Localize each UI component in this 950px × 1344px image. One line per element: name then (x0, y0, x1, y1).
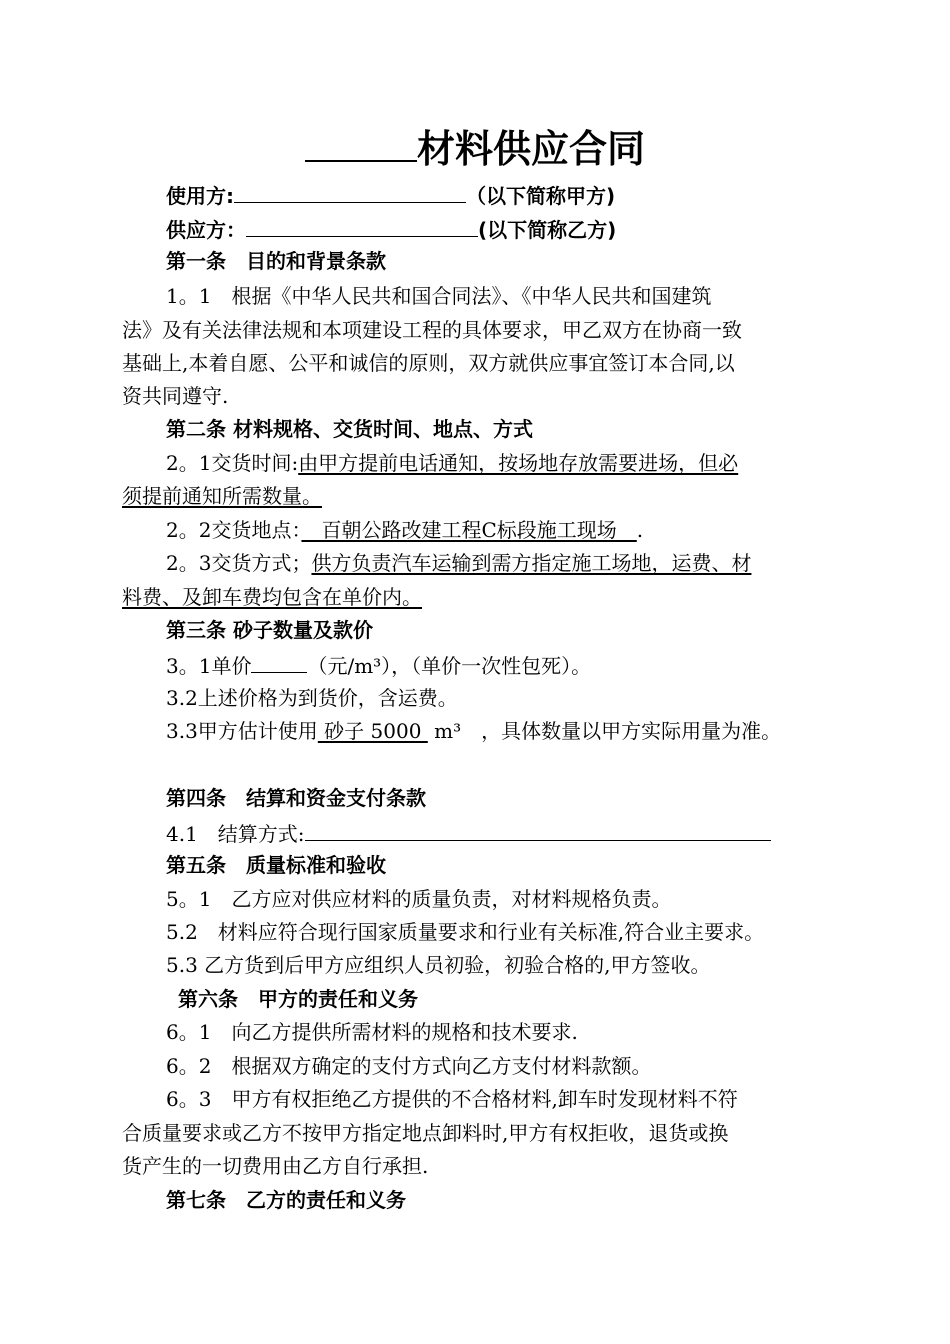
delivery-method-line (166, 551, 751, 575)
party-a-blank (234, 182, 466, 203)
contract-title (0, 120, 950, 173)
article-6-heading: 第六条 甲方的责任和义务 (178, 987, 418, 1011)
quantity-value: 砂子 5000 (317, 719, 428, 743)
delivery-time-line (166, 451, 738, 475)
unit-price-blank (251, 652, 307, 673)
party-a-label: 使用方: (166, 184, 234, 208)
party-b-note: (以下简称乙方) (478, 218, 617, 242)
delivery-place-end: . (636, 518, 644, 542)
article-6-item: 货产生的一切费用由乙方自行承担. (122, 1154, 429, 1178)
quantity-note: m³ ，具体数量以甲方实际用量为准。 (427, 719, 782, 743)
article-1-line: 基础上,本着自愿、公平和诚信的原则，双方就供应事宜签订本合同,以 (122, 351, 735, 375)
delivery-place-label: 2。2交货地点： (166, 518, 302, 542)
unit-price-label: 3。1单价 (166, 654, 252, 678)
delivery-method-value-cont: 料费、及卸车费均包含在单价内。 (122, 585, 422, 609)
article-5-item: 5。1 乙方应对供应材料的质量负责，对材料规格负责。 (166, 887, 672, 911)
delivery-method-value: 供方负责汽车运输到需方指定施工场地，运费、材 (311, 551, 752, 575)
delivery-method-label: 2。3交货方式； (166, 551, 312, 575)
article-6-item: 6。3 甲方有权拒绝乙方提供的不合格材料,卸车时发现材料不符 (166, 1087, 738, 1111)
delivery-time-value-cont: 须提前通知所需数量。 (122, 484, 322, 508)
unit-price-note: （元/m³），（单价一次性包死）。 (307, 654, 592, 678)
article-6-item: 合质量要求或乙方不按甲方指定地点卸料时,甲方有权拒收，退货或换 (122, 1121, 729, 1145)
party-b-label: 供应方： (166, 218, 246, 242)
price-terms-line: 3.2上述价格为到货价，含运费。 (166, 686, 458, 710)
settlement-blank (305, 820, 771, 841)
delivery-method-cont (122, 585, 422, 609)
unit-price-line (166, 652, 591, 678)
party-b-blank (246, 216, 478, 237)
party-b-line (166, 216, 616, 242)
party-a-line (166, 182, 615, 208)
article-1-heading: 第一条 目的和背景条款 (166, 249, 386, 273)
article-4-heading: 第四条 结算和资金支付条款 (166, 786, 426, 810)
article-5-item: 5.2 材料应符合现行国家质量要求和行业有关标准,符合业主要求。 (166, 920, 765, 944)
title-blank (305, 120, 417, 162)
delivery-place-line (166, 518, 643, 542)
article-3-heading: 第三条 砂子数量及款价 (166, 618, 373, 642)
article-1-line: 资共同遵守. (122, 384, 229, 408)
delivery-time-label: 2。1交货时间: (166, 451, 299, 475)
article-7-heading: 第七条 乙方的责任和义务 (166, 1188, 406, 1212)
delivery-place-value: 百朝公路改建工程C标段施工现场 (301, 518, 637, 542)
article-1-line: 法》及有关法律法规和本项建设工程的具体要求，甲乙双方在协商一致 (122, 318, 742, 342)
quantity-label: 3.3甲方估计使用 (166, 719, 318, 743)
title-text: 材料供应合同 (416, 127, 645, 171)
party-a-note: （以下简称甲方) (466, 184, 616, 208)
delivery-time-value: 由甲方提前电话通知，按场地存放需要进场，但必 (298, 451, 739, 475)
delivery-time-cont (122, 484, 322, 508)
article-6-item: 6。2 根据双方确定的支付方式向乙方支付材料款额。 (166, 1054, 652, 1078)
settlement-label: 4.1 结算方式: (166, 822, 305, 846)
article-5-item: 5.3 乙方货到后甲方应组织人员初验，初验合格的,甲方签收。 (166, 953, 711, 977)
article-1-line: 1。1 根据《中华人民共和国合同法》、《中华人民共和国建筑 (166, 284, 712, 308)
article-6-item: 6。1 向乙方提供所需材料的规格和技术要求. (166, 1020, 578, 1044)
quantity-line (166, 719, 781, 743)
settlement-line (166, 820, 771, 846)
article-5-heading: 第五条 质量标准和验收 (166, 853, 386, 877)
article-2-heading: 第二条 材料规格、交货时间、地点、方式 (166, 417, 533, 441)
